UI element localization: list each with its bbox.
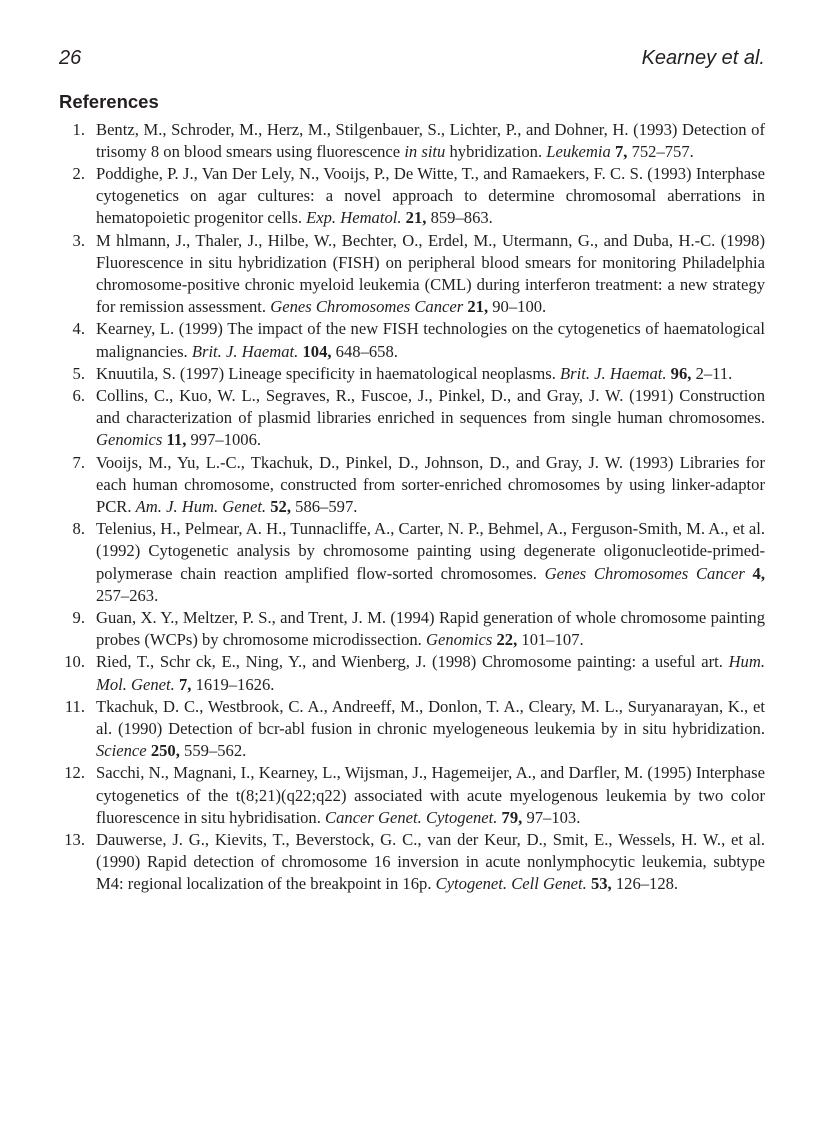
reference-pages: 586–597.: [295, 496, 358, 516]
reference-item: [59, 119, 765, 163]
reference-volume: 11,: [166, 430, 187, 450]
reference-pages: 859–863.: [430, 208, 493, 228]
reference-number: 6.: [72, 385, 85, 405]
section-title: References: [59, 91, 159, 112]
reference-volume: 104,: [302, 341, 332, 361]
reference-text: Kearney, L. (1999) The impact of the new FISH technologies on the cytogenetics of haematological malignancies.: [96, 319, 765, 361]
reference-pages: 101–107.: [521, 630, 584, 650]
reference-item: [59, 385, 765, 452]
reference-journal: Science: [96, 741, 147, 761]
running-head-authors: Kearney et al.: [641, 47, 765, 69]
reference-number: 5.: [72, 363, 85, 383]
reference-number: 7.: [72, 452, 85, 472]
reference-pages: 257–263.: [96, 585, 159, 605]
reference-number: 10.: [64, 652, 85, 672]
reference-text: Vooijs, M., Yu, L.-C., Tkachuk, D., Pinkel, D., Johnson, D., and Gray, J. W. (1993) Libraries for each human chromosome, constructed from sorter-enriched chromosomes by using linker-adaptor PCR.: [96, 452, 765, 516]
reference-item: [59, 518, 765, 607]
reference-volume: 53,: [590, 874, 612, 894]
reference-volume: 21,: [467, 297, 489, 317]
reference-item: [59, 452, 765, 519]
reference-number: 4.: [72, 319, 85, 339]
reference-journal: Am. J. Hum. Genet.: [135, 496, 267, 516]
reference-item: [59, 829, 765, 896]
reference-text: Sacchi, N., Magnani, I., Kearney, L., Wijsman, J., Hagemeijer, A., and Darfler, M. (1995) Interphase cytogenetics of the t(8;21)(q22;q22) associated with acute myelogenous leukemia by two color fluorescence in situ hybridisation.: [96, 763, 765, 827]
reference-text: Dauwerse, J. G., Kievits, T., Beverstock, G. C., van der Keur, D., Smit, E., Wessels, H. W., et al. (1990) Rapid detection of chromosome 16 inversion in acute nonlymphocytic leukemia, subtype M4: regional localization of the breakpoint in 16p.: [96, 830, 765, 894]
reference-volume: 7,: [178, 674, 192, 694]
reference-item: [59, 762, 765, 829]
reference-pages: 2–11.: [695, 363, 733, 383]
reference-pages: 559–562.: [184, 741, 247, 761]
reference-text-after: hybridization.: [445, 141, 547, 161]
reference-item: [59, 318, 765, 362]
reference-number: 8.: [72, 519, 85, 539]
reference-pages: 90–100.: [492, 297, 547, 317]
reference-text: Knuutila, S. (1997) Lineage specificity in haematological neoplasms.: [96, 363, 561, 383]
reference-volume: 96,: [670, 363, 692, 383]
reference-journal: Genes Chromosomes Cancer: [544, 563, 745, 583]
reference-item: [59, 607, 765, 651]
reference-journal: Genomics: [425, 630, 493, 650]
reference-pages: 648–658.: [335, 341, 398, 361]
reference-pages: 126–128.: [615, 874, 679, 894]
reference-journal: Genes Chromosomes Cancer: [270, 297, 464, 317]
reference-number: 12.: [64, 763, 85, 783]
reference-item: [59, 363, 765, 385]
reference-item: [59, 696, 765, 763]
reference-item: [59, 163, 765, 230]
reference-journal: Exp. Hematol.: [306, 208, 402, 228]
reference-volume: 7,: [614, 141, 628, 161]
reference-text: M hlmann, J., Thaler, J., Hilbe, W., Bechter, O., Erdel, M., Utermann, G., and Duba, H.-C. (1998) Fluorescence in situ hybridization (FISH) on peripheral blood smears for monitoring Philadelphia chromosome-positive chronic myeloid leukemia (CML) during interferon treatment: a new strategy for remission assessment.: [96, 230, 765, 317]
reference-volume: 22,: [496, 630, 518, 650]
reference-text: Tkachuk, D. C., Westbrook, C. A., Andreeff, M., Donlon, T. A., Cleary, M. L., Suryanarayan, K., et al. (1990) Detection of bcr-abl fusion in chronic myelogeneous leukemia by in situ hybridization.: [96, 696, 765, 738]
reference-text: Ried, T., Schr ck, E., Ning, Y., and Wienberg, J. (1998) Chromosome painting: a useful art.: [96, 652, 729, 672]
reference-number: 9.: [72, 607, 85, 627]
reference-number: 11.: [64, 696, 85, 716]
reference-text: Guan, X. Y., Meltzer, P. S., and Trent, J. M. (1994) Rapid generation of whole chromosome painting probes (WCPs) by chromosome microdissection.: [96, 607, 765, 650]
reference-item: [59, 651, 765, 695]
reference-text: Collins, C., Kuo, W. L., Segraves, R., Fuscoe, J., Pinkel, D., and Gray, J. W. (1991) Construction and characterization of plasmid libraries enriched in sequences from single human chromosomes.: [96, 385, 765, 428]
reference-journal: Genomics: [96, 430, 163, 450]
reference-number: 1.: [72, 119, 85, 139]
reference-volume: 250,: [150, 741, 180, 761]
reference-number: 13.: [64, 830, 85, 849]
reference-text: Poddighe, P. J., Van Der Lely, N., Vooijs, P., De Witte, T., and Ramaekers, F. C. S. (1993) Interphase cytogenetics on agar cultures: a novel approach to determine chromosomal aberrations in hematopoietic progenitor cells.: [96, 163, 765, 228]
reference-journal: Brit. J. Haemat.: [560, 363, 667, 383]
reference-item: [59, 230, 765, 319]
reference-journal: Hum. Mol. Genet.: [96, 652, 765, 694]
reference-pages: 97–103.: [526, 807, 581, 827]
reference-number: 2.: [72, 163, 85, 183]
reference-journal: Cytogenet. Cell Genet.: [435, 874, 587, 894]
reference-italic-phrase: in situ: [404, 141, 446, 161]
reference-journal: Cancer Genet. Cytogenet.: [325, 807, 498, 827]
reference-journal: Leukemia: [546, 141, 611, 161]
reference-list: [59, 119, 765, 896]
reference-number: 3.: [72, 230, 85, 250]
running-head: [59, 43, 765, 73]
reference-volume: 4,: [752, 563, 765, 583]
reference-journal: Brit. J. Haemat.: [191, 341, 299, 361]
reference-pages: 1619–1626.: [195, 674, 275, 694]
reference-volume: 21,: [405, 208, 427, 228]
reference-volume: 79,: [501, 807, 523, 827]
reference-pages: 997–1006.: [190, 430, 262, 450]
reference-text: Telenius, H., Pelmear, A. H., Tunnacliffe, A., Carter, N. P., Behmel, A., Ferguson-Smith, M. A., et al. (1992) Cytogenetic analysis by chromosome painting using degenerate oligonucleotide-primed-polymerase chain reaction amplified flow-sorted chromosomes.: [96, 519, 765, 583]
page-number: 26: [59, 47, 82, 69]
reference-volume: 52,: [270, 496, 291, 516]
reference-text: Bentz, M., Schroder, M., Herz, M., Stilgenbauer, S., Lichter, P., and Dohner, H. (1993) Detection of trisomy 8 on blood smears using fluorescence: [96, 119, 765, 161]
reference-pages: 752–757.: [631, 141, 694, 161]
